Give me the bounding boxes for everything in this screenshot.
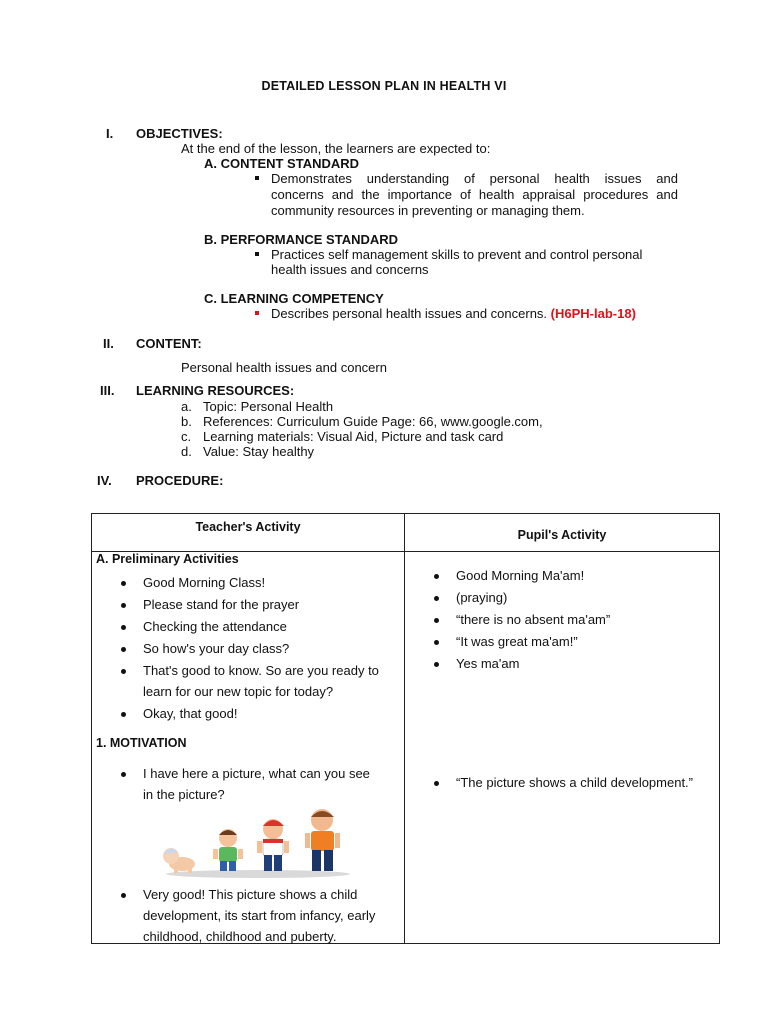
document-title: DETAILED LESSON PLAN IN HEALTH VI (261, 79, 507, 93)
bullet-dot-icon (434, 662, 439, 667)
resource-item: Topic: Personal Health (203, 399, 334, 414)
objectives-heading: OBJECTIVES: (136, 126, 223, 141)
closing-line: childhood, childhood and puberty. (143, 929, 337, 944)
content-text: Personal health issues and concern (181, 360, 387, 375)
pupil-item: Yes ma'am (456, 656, 520, 671)
pupil-item: “It was great ma'am!” (456, 634, 578, 649)
resource-item: Value: Stay healthy (203, 444, 315, 459)
pupil-item: “there is no absent ma'am” (456, 612, 611, 627)
bullet-dot-icon (121, 772, 126, 777)
bullet-dot-icon (121, 669, 126, 674)
bullet-dot-icon (121, 712, 126, 717)
resource-item: References: Curriculum Guide Page: 66, www.google.com, (203, 414, 543, 429)
pupil-item: (praying) (456, 590, 508, 605)
resource-letter: b. (181, 414, 192, 429)
objectives-number: I. (106, 126, 114, 141)
teacher-activity-cell (92, 552, 405, 944)
bullet-dot-icon (121, 647, 126, 652)
bullet-dot-icon (121, 581, 126, 586)
learning-competency-text (271, 306, 636, 321)
procedure-table (91, 513, 720, 944)
teacher-header-cell (92, 514, 405, 552)
bullet-square-icon (255, 252, 259, 256)
resources-heading: LEARNING RESOURCES: (136, 383, 295, 398)
teacher-activity-header: Teacher's Activity (195, 520, 301, 534)
teacher-item: Okay, that good! (143, 706, 238, 721)
resource-letter: c. (181, 429, 192, 444)
child-figure (257, 819, 289, 871)
closing-line: Very good! This picture shows a child (143, 887, 358, 902)
toddler-figure (213, 829, 243, 871)
bullet-square-icon (255, 176, 259, 180)
learning-competency-code: (H6PH-lab-18) (550, 306, 636, 321)
teen-figure (305, 809, 340, 871)
objectives-intro: At the end of the lesson, the learners are expected to: (181, 141, 491, 156)
learning-competency-label: C. LEARNING COMPETENCY (204, 291, 384, 306)
content-standard-text (271, 171, 678, 219)
resource-letter: d. (181, 444, 192, 459)
teacher-item: Good Morning Class! (143, 575, 266, 590)
teacher-item: Checking the attendance (143, 619, 287, 634)
resource-letter: a. (181, 399, 192, 414)
procedure-heading: PROCEDURE: (136, 473, 224, 488)
motivation-answer: “The picture shows a child development.” (456, 775, 694, 790)
content-standard-label: A. CONTENT STANDARD (204, 156, 360, 171)
bullet-dot-icon (434, 596, 439, 601)
bullet-dot-icon (434, 781, 439, 786)
bullet-dot-icon (434, 618, 439, 623)
motivation-question: I have here a picture, what can you see (143, 766, 370, 781)
content-standard-line: concerns and the importance of health appraisal procedures and (271, 187, 678, 202)
learning-competency-desc: Describes personal health issues and concerns. (271, 306, 548, 321)
bullet-dot-icon (121, 893, 126, 898)
performance-standard-line: health issues and concerns (271, 262, 429, 277)
teacher-item-continued: learn for our new topic for today? (143, 684, 334, 699)
bullet-dot-icon (121, 603, 126, 608)
procedure-number: IV. (97, 473, 112, 488)
teacher-item: So how's your day class? (143, 641, 290, 656)
motivation-heading: 1. MOTIVATION (96, 736, 187, 750)
bullet-dot-icon (121, 625, 126, 630)
bullet-dot-icon (434, 640, 439, 645)
child-development-picture (158, 808, 358, 880)
content-standard-line: Demonstrates understanding of personal health issues and (271, 171, 678, 186)
closing-line: development, its start from infancy, early (143, 908, 376, 923)
pupil-header-cell (405, 514, 720, 552)
baby-figure (163, 848, 195, 873)
preliminary-heading: A. Preliminary Activities (96, 552, 239, 566)
pupil-activity-header: Pupil's Activity (517, 528, 607, 542)
motivation-question-continued: in the picture? (143, 787, 225, 802)
resource-item: Learning materials: Visual Aid, Picture and task card (203, 429, 504, 444)
content-number: II. (103, 336, 114, 351)
pupil-activity-cell (405, 552, 720, 944)
resources-number: III. (100, 383, 115, 398)
content-heading: CONTENT: (136, 336, 202, 351)
teacher-item: Please stand for the prayer (143, 597, 300, 612)
performance-standard-line: Practices self management skills to prevent and control personal (271, 247, 643, 262)
content-standard-line: community resources in preventing or managing them. (271, 203, 585, 218)
bullet-square-icon (255, 311, 259, 315)
pupil-item: Good Morning Ma'am! (456, 568, 585, 583)
bullet-dot-icon (434, 574, 439, 579)
performance-standard-label: B. PERFORMANCE STANDARD (204, 232, 399, 247)
teacher-item: That's good to know. So are you ready to (143, 663, 379, 678)
